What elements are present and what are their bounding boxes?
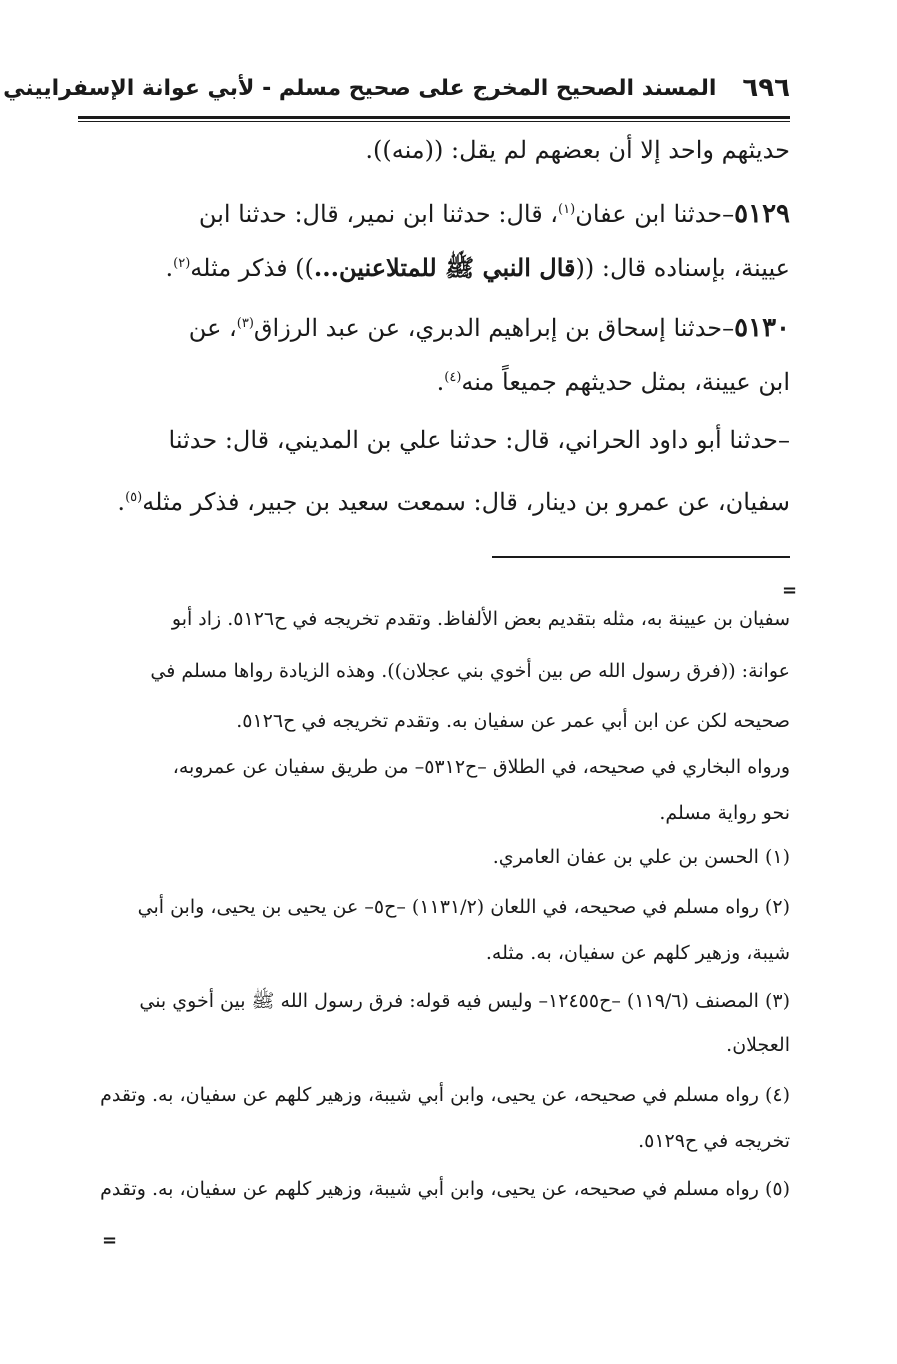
footnote-line: سفيان بن عيينة به، مثله بتقديم بعض الألفاظ. وتقدم تخريجه في ح٥١٢٦. زاد أبو — [171, 608, 790, 630]
page-header — [3, 62, 790, 114]
hadith-number: ٥١٣٠ — [734, 313, 790, 343]
footnote-5-line-1: (٥) رواه مسلم في صحيحه، عن يحيى، وابن أبي شيبة، وزهير كلهم عن سفيان، به. وتقدم — [100, 1178, 790, 1200]
text-segment: )) فذكر مثله — [190, 254, 314, 282]
hadith-number: ٥١٢٩ — [734, 199, 790, 229]
footnote-line: نحو رواية مسلم. — [659, 802, 790, 824]
footnote-separator — [492, 556, 790, 558]
footnote-2-line-2: شيبة، وزهير كلهم عن سفيان، به. مثله. — [485, 942, 790, 964]
text-segment: –حدثنا إسحاق بن إبراهيم الدبري، عن عبد الرزاق — [253, 314, 735, 342]
hadith-5130-line-2 — [80, 358, 790, 402]
footnote-3-line-2: العجلان. — [726, 1034, 790, 1056]
footnote-3-line-1: (٣) المصنف (١١٩/٦) –ح١٢٤٥٥– وليس فيه قوله: فرق رسول الله ﷺ بين أخوي بني — [139, 990, 790, 1012]
footnote-ref: (٥) — [125, 490, 143, 505]
footnote-4-line-2: تخريجه في ح٥١٢٩. — [638, 1130, 790, 1152]
text-segment: –حدثنا ابن عفان — [575, 200, 735, 228]
page-number: ٦٩٦ — [742, 73, 790, 103]
footnote-1: (١) الحسن بن علي بن عفان العامري. — [492, 846, 790, 868]
text-segment: سفيان، عن عمرو بن دينار، قال: سمعت سعيد بن جبير، فذكر مثله — [142, 488, 790, 516]
text-segment: ، عن — [188, 314, 237, 342]
footnote-ref: (٢) — [173, 256, 191, 271]
hadith-next-line-2 — [80, 478, 790, 522]
footnote-4-line-1: (٤) رواه مسلم في صحيحه، عن يحيى، وابن أبي شيبة، وزهير كلهم عن سفيان، به. وتقدم — [100, 1084, 790, 1106]
hadith-5129-line-1 — [80, 190, 790, 234]
hadith-next-line-1: –حدثنا أبو داود الحراني، قال: حدثنا علي بن المديني، قال: حدثنا — [168, 426, 790, 454]
footnote-ref: (٣) — [236, 316, 254, 331]
text-segment: ابن عيينة، بمثل حديثهم جميعاً منه — [461, 368, 790, 396]
text-segment: . — [436, 368, 445, 396]
footnote-ref: (٤) — [444, 370, 462, 385]
hadith-5130-line-1 — [80, 304, 790, 348]
bold-quote: قال النبي ﷺ للمتلاعنين... — [313, 253, 576, 282]
continuation-mark-bottom: = — [102, 1230, 118, 1251]
text-segment: . — [165, 254, 174, 282]
text-segment: عيينة، بإسناده قال: (( — [575, 254, 790, 282]
text-line: حديثهم واحد إلا أن بعضهم لم يقل: ((منه)). — [365, 136, 790, 164]
footnote-line: صحيحه لكن عن ابن أبي عمر عن سفيان به. وتقدم تخريجه في ح٥١٢٦. — [236, 710, 790, 732]
text-segment: . — [117, 488, 126, 516]
footnote-line: عوانة: ((فرق رسول الله ص بين أخوي بني عجلان)). وهذه الزيادة رواها مسلم في — [150, 660, 790, 682]
continuation-mark-top: = — [782, 580, 798, 601]
text-segment: ، قال: حدثنا ابن نمير، قال: حدثنا ابن — [198, 200, 559, 228]
header-rule-thick — [78, 116, 790, 119]
footnote-ref: (١) — [558, 202, 576, 217]
running-title: المسند الصحيح المخرج على صحيح مسلم - لأبي عوانة الإسفراييني — [3, 75, 717, 101]
footnote-line: ورواه البخاري في صحيحه، في الطلاق –ح٥٣١٢– من طريق سفيان عن عمروبه، — [172, 756, 790, 778]
footnote-2-line-1: (٢) رواه مسلم في صحيحه، في اللعان (١١٣١/٢) –ح٥– عن يحيى بن يحيى، وابن أبي — [137, 896, 790, 918]
hadith-5129-line-2 — [80, 244, 790, 288]
header-rule-thin — [78, 121, 790, 122]
